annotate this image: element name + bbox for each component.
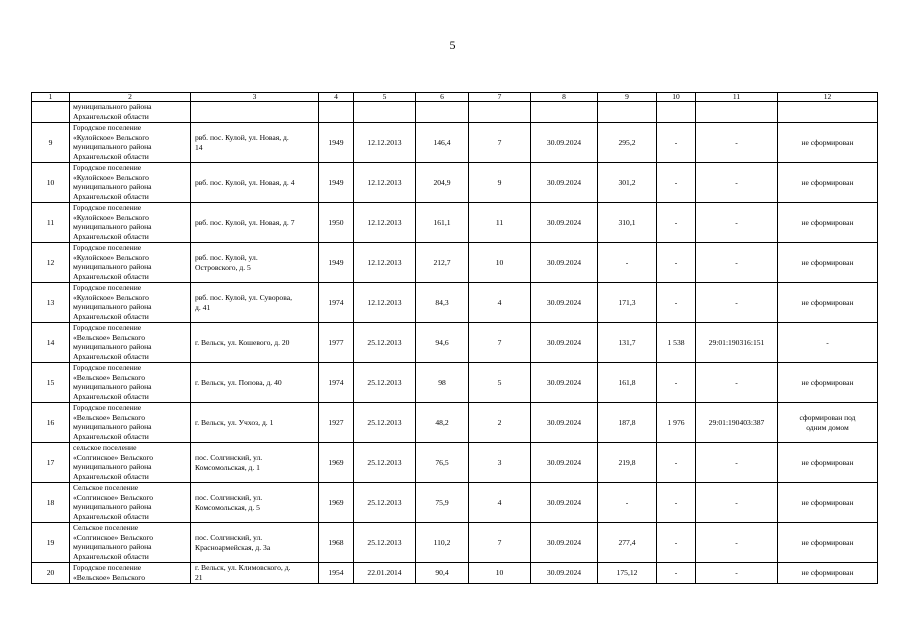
cell-number: 17 — [32, 443, 70, 483]
cell-deadline: 30.09.2024 — [531, 283, 598, 323]
cell-year: 1949 — [319, 243, 354, 283]
cell-deadline — [531, 102, 598, 123]
cell-cadastral: - — [696, 203, 778, 243]
cell-address: пос. Солгинский, ул. Комсомольская, д. 5 — [191, 483, 319, 523]
cell-area-total: 171,3 — [598, 283, 657, 323]
cell-area-total: 131,7 — [598, 323, 657, 363]
cell-area-total: 161,8 — [598, 363, 657, 403]
cell-residents: 3 — [469, 443, 531, 483]
cell-status: не сформирован — [778, 163, 878, 203]
cell-residents: 7 — [469, 323, 531, 363]
header-cell: 8 — [531, 93, 598, 102]
cell-cadastral: - — [696, 163, 778, 203]
continuation-row — [32, 102, 878, 123]
header-cell: 11 — [696, 93, 778, 102]
header-cell: 2 — [70, 93, 191, 102]
cell-year: 1949 — [319, 123, 354, 163]
cell-settlement: Городское поселение «Кулойское» Вельского муниципального района Архангельской области — [70, 123, 191, 163]
cell-number: 20 — [32, 563, 70, 584]
cell-year: 1969 — [319, 443, 354, 483]
cell-deadline: 30.09.2024 — [531, 163, 598, 203]
table-row — [32, 483, 878, 523]
cell-date: 12.12.2013 — [354, 283, 416, 323]
cell-cadastral: - — [696, 443, 778, 483]
cell-residents: 10 — [469, 243, 531, 283]
cell-cadastral: 29:01:190316:151 — [696, 323, 778, 363]
cell-area: 94,6 — [416, 323, 469, 363]
cell-status: не сформирован — [778, 283, 878, 323]
cell-year: 1927 — [319, 403, 354, 443]
cell-date: 25.12.2013 — [354, 443, 416, 483]
cell-area: 75,9 — [416, 483, 469, 523]
cell-area-total — [598, 102, 657, 123]
cell-land-area: 1 538 — [657, 323, 696, 363]
cell-area: 90,4 — [416, 563, 469, 584]
header-cell: 9 — [598, 93, 657, 102]
cell-area-total: 277,4 — [598, 523, 657, 563]
table-row — [32, 523, 878, 563]
cell-address: рвб. пос. Кулой, ул. Новая, д. 7 — [191, 203, 319, 243]
header-cell: 6 — [416, 93, 469, 102]
cell-land-area: - — [657, 443, 696, 483]
cell-cadastral: - — [696, 283, 778, 323]
cell-area-total: 295,2 — [598, 123, 657, 163]
cell-year: 1950 — [319, 203, 354, 243]
cell-land-area: - — [657, 363, 696, 403]
cell-deadline: 30.09.2024 — [531, 563, 598, 584]
cell-settlement: муниципального района Архангельской области — [70, 102, 191, 123]
cell-date: 22.01.2014 — [354, 563, 416, 584]
header-cell: 3 — [191, 93, 319, 102]
cell-status: - — [778, 323, 878, 363]
table-row — [32, 243, 878, 283]
cell-status: не сформирован — [778, 483, 878, 523]
cell-date: 12.12.2013 — [354, 163, 416, 203]
header-cell: 7 — [469, 93, 531, 102]
table-row — [32, 283, 878, 323]
cell-deadline: 30.09.2024 — [531, 443, 598, 483]
cell-residents: 7 — [469, 523, 531, 563]
cell-land-area: - — [657, 123, 696, 163]
cell-settlement: Сельское поселение «Солгинское» Вельского муниципального района Архангельской области — [70, 523, 191, 563]
cell-date: 25.12.2013 — [354, 523, 416, 563]
cell-deadline: 30.09.2024 — [531, 483, 598, 523]
cell-number: 19 — [32, 523, 70, 563]
page-number: 5 — [449, 38, 456, 52]
table-row — [32, 363, 878, 403]
cell-date: 25.12.2013 — [354, 403, 416, 443]
cell-residents: 5 — [469, 363, 531, 403]
cell-area: 110,2 — [416, 523, 469, 563]
cell-cadastral: - — [696, 523, 778, 563]
cell-date: 12.12.2013 — [354, 203, 416, 243]
cell-area: 98 — [416, 363, 469, 403]
cell-residents: 4 — [469, 283, 531, 323]
cell-number: 16 — [32, 403, 70, 443]
header-row — [32, 93, 878, 102]
cell-area — [416, 102, 469, 123]
cell-number: 13 — [32, 283, 70, 323]
table-row — [32, 563, 878, 584]
cell-year — [319, 102, 354, 123]
cell-area-total: 301,2 — [598, 163, 657, 203]
cell-date: 12.12.2013 — [354, 243, 416, 283]
cell-number: 14 — [32, 323, 70, 363]
cell-status — [778, 102, 878, 123]
cell-address: г. Вельск, ул. Попова, д. 40 — [191, 363, 319, 403]
cell-number — [32, 102, 70, 123]
cell-cadastral: - — [696, 363, 778, 403]
header-cell: 4 — [319, 93, 354, 102]
cell-status: не сформирован — [778, 523, 878, 563]
cell-settlement: Сельское поселение «Солгинское» Вельского муниципального района Архангельской области — [70, 483, 191, 523]
cell-area: 48,2 — [416, 403, 469, 443]
cell-cadastral: 29:01:190403:387 — [696, 403, 778, 443]
cell-date — [354, 102, 416, 123]
cell-year: 1949 — [319, 163, 354, 203]
cell-residents — [469, 102, 531, 123]
cell-area: 76,5 — [416, 443, 469, 483]
table-row — [32, 443, 878, 483]
cell-area-total: - — [598, 483, 657, 523]
cell-status: не сформирован — [778, 443, 878, 483]
table-row — [32, 403, 878, 443]
cell-land-area — [657, 102, 696, 123]
cell-land-area: - — [657, 243, 696, 283]
cell-address: рвб. пос. Кулой, ул. Суворова, д. 41 — [191, 283, 319, 323]
cell-land-area: - — [657, 523, 696, 563]
cell-deadline: 30.09.2024 — [531, 243, 598, 283]
cell-area-total: - — [598, 243, 657, 283]
cell-year: 1954 — [319, 563, 354, 584]
cell-deadline: 30.09.2024 — [531, 523, 598, 563]
cell-cadastral: - — [696, 563, 778, 584]
cell-land-area: - — [657, 163, 696, 203]
cell-year: 1968 — [319, 523, 354, 563]
cell-settlement: сельское поселение «Солгинское» Вельского муниципального района Архангельской области — [70, 443, 191, 483]
cell-land-area: - — [657, 283, 696, 323]
header-cell: 5 — [354, 93, 416, 102]
header-cell: 10 — [657, 93, 696, 102]
table-row — [32, 123, 878, 163]
cell-settlement: Городское поселение «Вельское» Вельского — [70, 563, 191, 584]
cell-residents: 11 — [469, 203, 531, 243]
cell-residents: 4 — [469, 483, 531, 523]
cell-address: рвб. пос. Кулой, ул. Островского, д. 5 — [191, 243, 319, 283]
cell-number: 11 — [32, 203, 70, 243]
cell-residents: 9 — [469, 163, 531, 203]
cell-address: рвб. пос. Кулой, ул. Новая, д. 14 — [191, 123, 319, 163]
cell-settlement: Городское поселение «Кулойское» Вельского муниципального района Архангельской области — [70, 243, 191, 283]
cell-deadline: 30.09.2024 — [531, 123, 598, 163]
cell-settlement: Городское поселение «Вельское» Вельского муниципального района Архангельской области — [70, 363, 191, 403]
cell-status: не сформирован — [778, 243, 878, 283]
cell-number: 15 — [32, 363, 70, 403]
cell-cadastral: - — [696, 243, 778, 283]
cell-area-total: 310,1 — [598, 203, 657, 243]
cell-area: 146,4 — [416, 123, 469, 163]
cell-area: 161,1 — [416, 203, 469, 243]
cell-residents: 7 — [469, 123, 531, 163]
cell-year: 1974 — [319, 363, 354, 403]
cell-status: не сформирован — [778, 203, 878, 243]
cell-address: пос. Солгинский, ул. Красноармейская, д. 3а — [191, 523, 319, 563]
cell-area-total: 187,8 — [598, 403, 657, 443]
cell-date: 25.12.2013 — [354, 363, 416, 403]
cell-date: 12.12.2013 — [354, 123, 416, 163]
cell-number: 18 — [32, 483, 70, 523]
cell-area-total: 175,12 — [598, 563, 657, 584]
cell-address — [191, 102, 319, 123]
cell-address: рвб. пос. Кулой, ул. Новая, д. 4 — [191, 163, 319, 203]
cell-address: г. Вельск, ул. Учхоз, д. 1 — [191, 403, 319, 443]
cell-status: сформирован под одним домом — [778, 403, 878, 443]
table-row — [32, 163, 878, 203]
cell-residents: 2 — [469, 403, 531, 443]
cell-area: 212,7 — [416, 243, 469, 283]
cell-land-area: 1 976 — [657, 403, 696, 443]
cell-number: 12 — [32, 243, 70, 283]
cell-year: 1977 — [319, 323, 354, 363]
cell-residents: 10 — [469, 563, 531, 584]
cell-status: не сформирован — [778, 563, 878, 584]
cell-year: 1974 — [319, 283, 354, 323]
cell-address: пос. Солгинский, ул. Комсомольская, д. 1 — [191, 443, 319, 483]
cell-area: 84,3 — [416, 283, 469, 323]
cell-year: 1969 — [319, 483, 354, 523]
cell-deadline: 30.09.2024 — [531, 323, 598, 363]
cell-area-total: 219,8 — [598, 443, 657, 483]
cell-settlement: Городское поселение «Кулойское» Вельского муниципального района Архангельской области — [70, 163, 191, 203]
cell-cadastral — [696, 102, 778, 123]
cell-status: не сформирован — [778, 123, 878, 163]
cell-number: 9 — [32, 123, 70, 163]
header-cell: 12 — [778, 93, 878, 102]
cell-number: 10 — [32, 163, 70, 203]
cell-land-area: - — [657, 203, 696, 243]
table-row — [32, 323, 878, 363]
cell-address: г. Вельск, ул. Климовского, д. 21 — [191, 563, 319, 584]
cell-settlement: Городское поселение «Кулойское» Вельского муниципального района Архангельской области — [70, 203, 191, 243]
cell-address: г. Вельск, ул. Кошевого, д. 20 — [191, 323, 319, 363]
header-cell: 1 — [32, 93, 70, 102]
cell-date: 25.12.2013 — [354, 483, 416, 523]
registry-table — [31, 92, 878, 584]
cell-settlement: Городское поселение «Вельское» Вельского муниципального района Архангельской области — [70, 323, 191, 363]
cell-cadastral: - — [696, 123, 778, 163]
cell-deadline: 30.09.2024 — [531, 203, 598, 243]
cell-settlement: Городское поселение «Кулойское» Вельского муниципального района Архангельской области — [70, 283, 191, 323]
cell-area: 204,9 — [416, 163, 469, 203]
cell-settlement: Городское поселение «Вельское» Вельского муниципального района Архангельской области — [70, 403, 191, 443]
table-row — [32, 203, 878, 243]
cell-status: не сформирован — [778, 363, 878, 403]
cell-cadastral: - — [696, 483, 778, 523]
cell-deadline: 30.09.2024 — [531, 403, 598, 443]
cell-land-area: - — [657, 483, 696, 523]
cell-deadline: 30.09.2024 — [531, 363, 598, 403]
cell-land-area: - — [657, 563, 696, 584]
cell-date: 25.12.2013 — [354, 323, 416, 363]
